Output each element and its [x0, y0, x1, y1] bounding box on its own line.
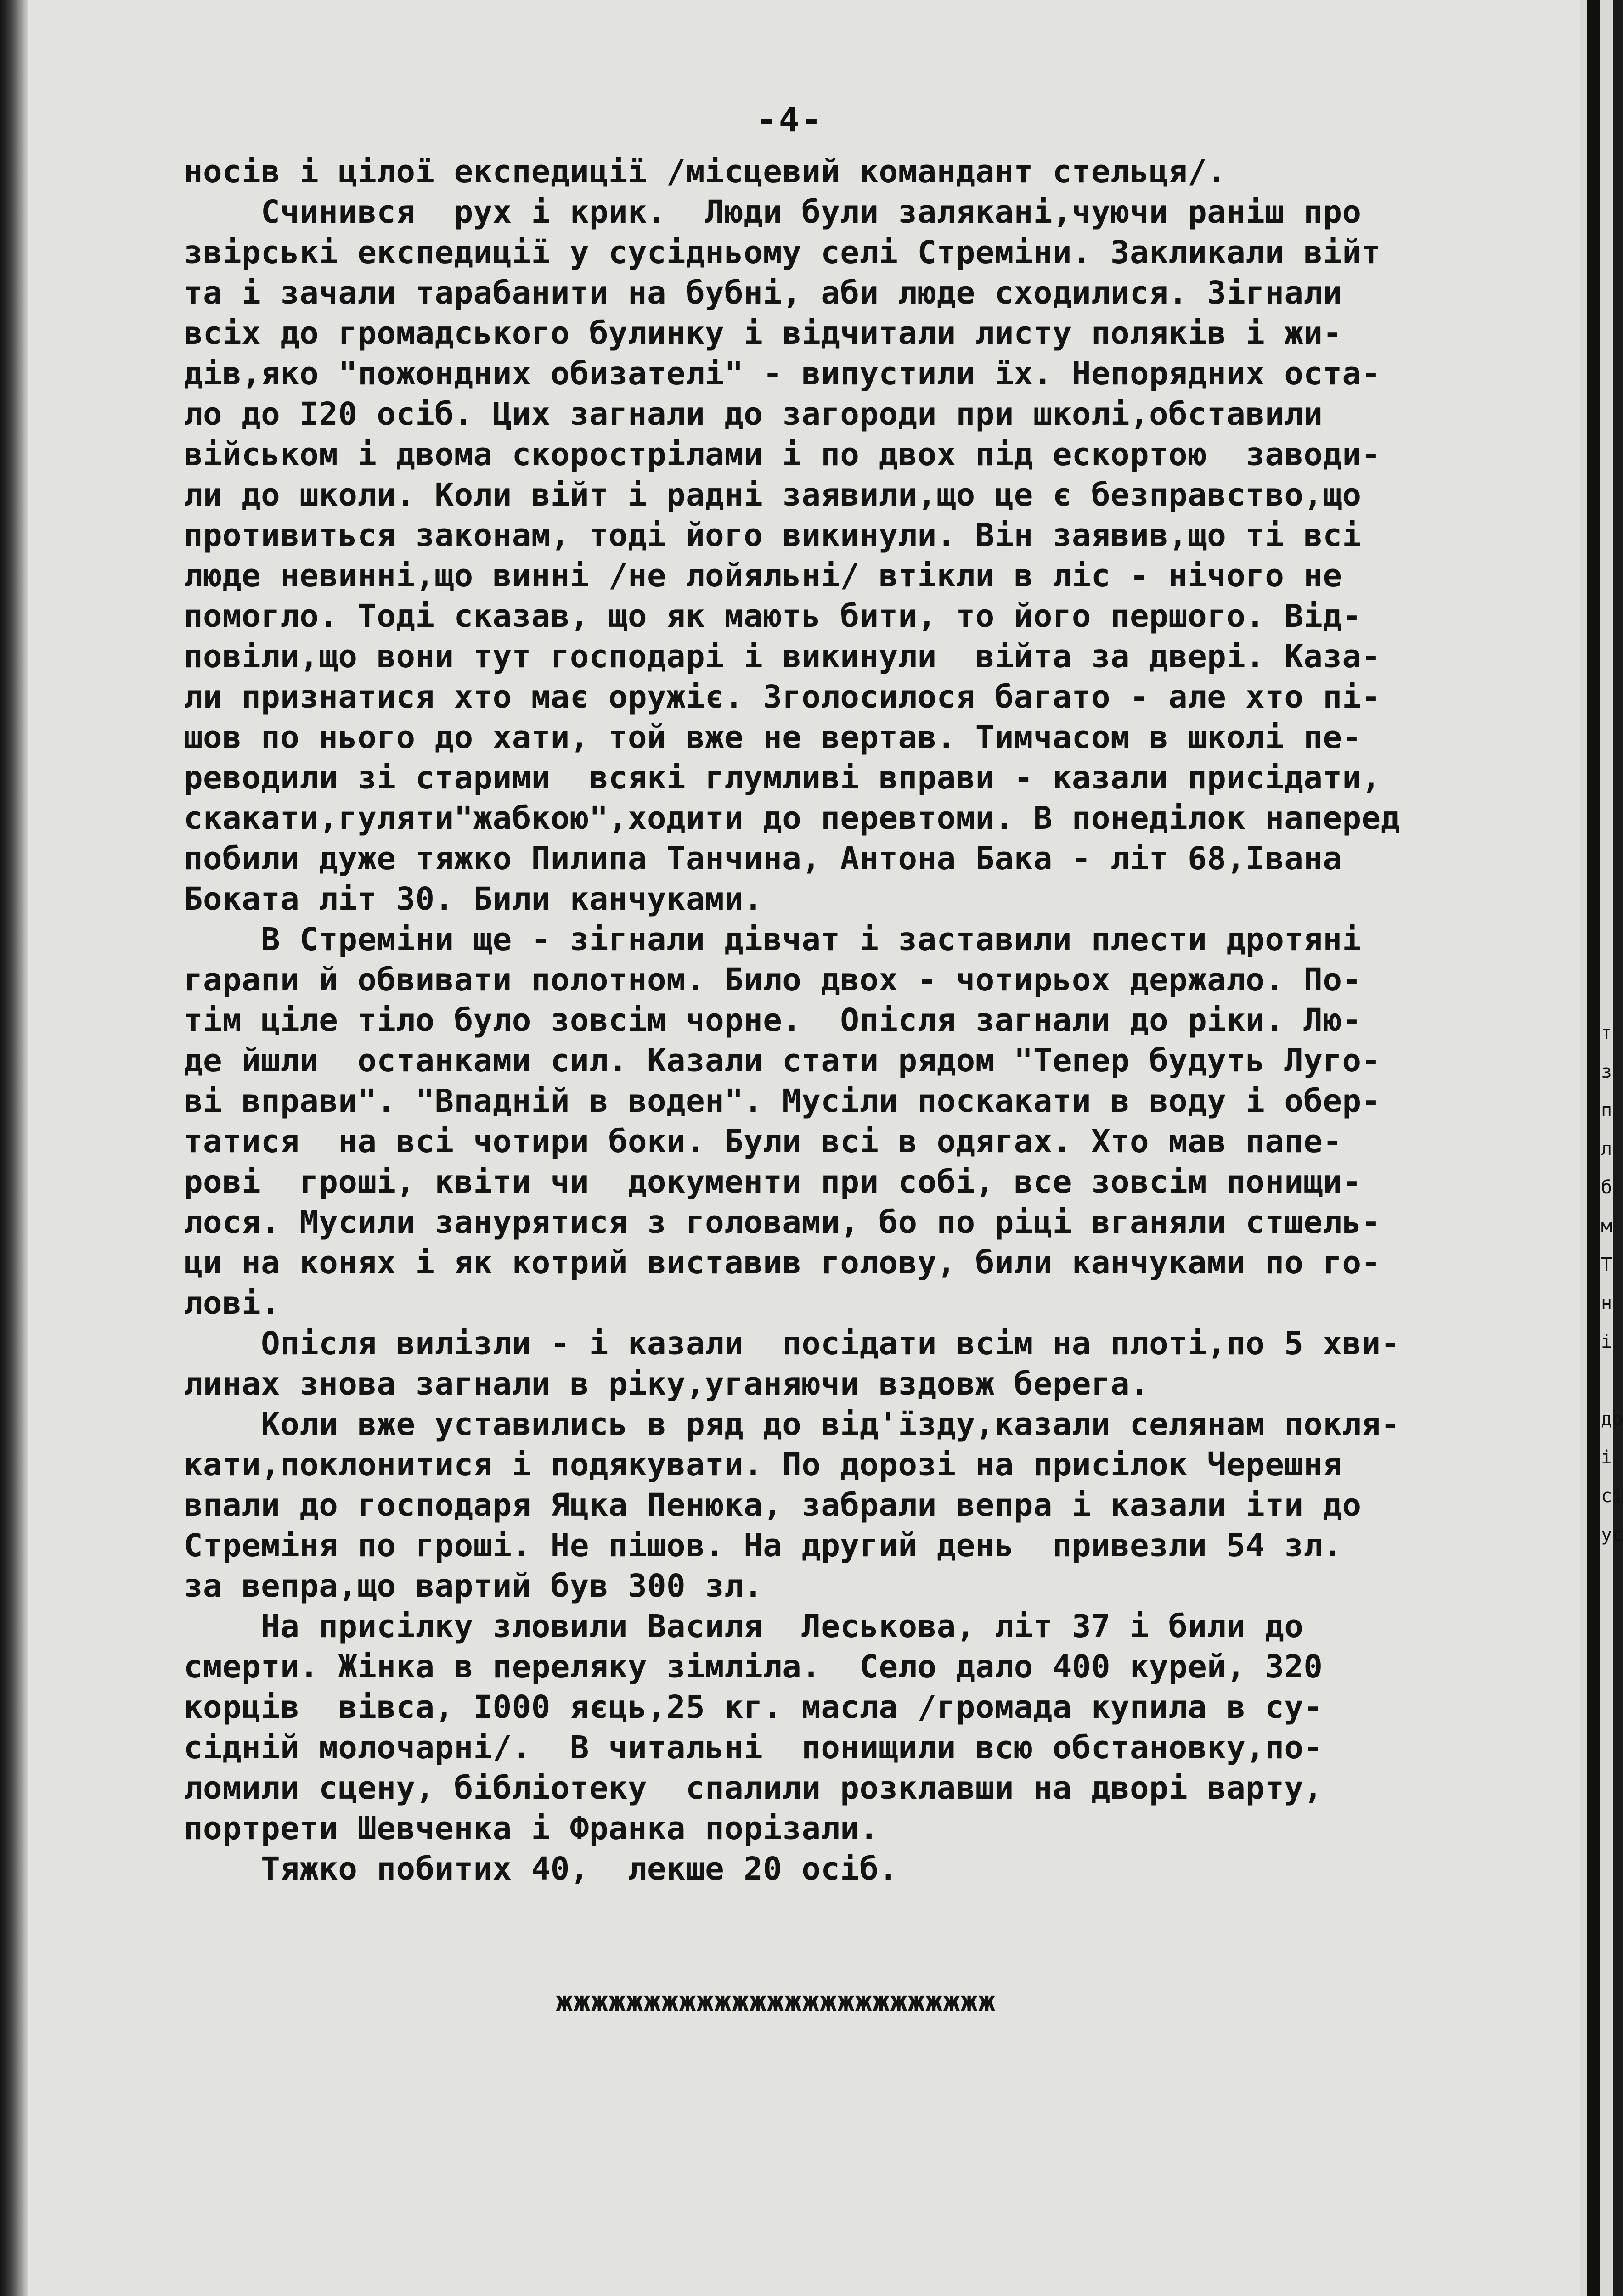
text-line: звірські експедиції у сусідньому селі Стреміни. Закликали війт — [184, 234, 1381, 271]
text-line: де йшли останками сил. Казали стати рядом "Тепер будуть Луго- — [184, 1042, 1381, 1079]
text-line: Стреміня по гроші. Не пішов. На другий день привезли 54 зл. — [184, 1527, 1342, 1564]
adjacent-page-edge — [1587, 0, 1600, 2296]
text-line: ломили сцену, бібліотеку спалили розклавши на дворі варту, — [184, 1770, 1323, 1806]
text-line: дів,яко "пожондних обизателі" - випустили їх. Непорядних оста- — [184, 355, 1381, 392]
text-line: линах знова загнали в ріку,уганяючи вздовж берега. — [184, 1366, 1150, 1402]
text-line: Опісля вилізли - і казали посідати всім на плоті,по 5 хви- — [184, 1325, 1400, 1362]
text-line: Счинився рух і крик. Люди були залякані,чуючи раніш про — [184, 194, 1362, 231]
text-line: ло до I20 осіб. Цих загнали до загороди при школі,обставили — [184, 396, 1323, 433]
text-line: тім ціле тіло було зовсім чорне. Опісля загнали до ріки. Лю- — [184, 1002, 1362, 1039]
text-line: рові гроші, квіти чи документи при собі, все зовсім понищи- — [184, 1164, 1362, 1200]
text-line: ци на конях і як котрий виставив голову, били канчуками по го- — [184, 1244, 1381, 1281]
text-line: Боката літ 30. Били канчуками. — [184, 881, 763, 917]
text-line: військом і двома скорострілами і по двох під ескортою заводи- — [184, 436, 1381, 473]
text-line: В Стреміни ще - зігнали дівчат і заставили плести дротяні — [184, 921, 1362, 958]
text-line: скакати,гуляти"жабкою",ходити до перевтоми. В понеділок наперед — [184, 800, 1400, 837]
text-line: та і зачали тарабанити на бубні, аби люде сходилися. Зігнали — [184, 275, 1342, 311]
text-line: шов по нього до хати, той вже не вертав. Тимчасом в школі пе- — [184, 719, 1362, 756]
text-line: ві вправи". "Впадній в воден". Мусіли поскакати в воду і обер- — [184, 1083, 1381, 1120]
text-line: помогло. Тоді сказав, що як мають бити, то його першого. Від- — [184, 598, 1362, 635]
text-line: гарапи й обвивати полотном. Било двох - чотирьох держало. По- — [184, 962, 1362, 998]
text-line: всіх до громадського булинку і відчитали листу поляків і жи- — [184, 315, 1342, 352]
text-line: лові. — [184, 1285, 281, 1322]
separator-line: жжжжжжжжжжжжжжжжжжжжжжжжж — [556, 1985, 996, 2018]
text-line: носів і цілої експедиції /місцевий командант стельця/. — [184, 153, 1227, 190]
text-line: смерти. Жінка в переляку зімліла. Село дало 400 курей, 320 — [184, 1649, 1323, 1685]
text-line: ли до школи. Коли війт і радні заявили,що це є безправство,що — [184, 477, 1362, 513]
text-line: противиться законам, тоді його викинули. Він заявив,що ті всі — [184, 517, 1362, 554]
text-line: реводили зі старими всякі глумливі вправи - казали присідати, — [184, 760, 1381, 796]
text-line: повіли,що вони тут господарі і викинули війта за двері. Каза- — [184, 638, 1381, 675]
text-line: сідній молочарні/. В читальні понищили всю обстановку,по- — [184, 1729, 1323, 1766]
page-number: -4- — [756, 100, 823, 140]
text-line: татися на всі чотири боки. Були всі в одягах. Хто мав папе- — [184, 1123, 1342, 1160]
text-line: На присілку зловили Василя Леськова, літ 37 і били до — [184, 1608, 1304, 1645]
body-text — [184, 152, 1561, 1889]
text-line: побили дуже тяжко Пилипа Танчина, Антона Бака - літ 68,Івана — [184, 840, 1342, 877]
adjacent-page-letters: т з п л б м Т н і до і сі ус — [1601, 1023, 1623, 1545]
text-line: за вепра,що вартий був 300 зл. — [184, 1568, 763, 1604]
text-line: портрети Шевченка і Франка порізали. — [184, 1810, 879, 1847]
binding-shadow — [0, 0, 28, 2296]
text-line: ли признатися хто має оружіє. Зголосилося багато - але хто пі- — [184, 679, 1381, 715]
adjacent-page-strip — [1580, 0, 1623, 2296]
text-line: Тяжко побитих 40, лекше 20 осіб. — [184, 1851, 898, 1887]
text-line: корців вівса, I000 яєць,25 кг. масла /громада купила в су- — [184, 1689, 1323, 1726]
text-line: кати,поклонитися і подякувати. По дорозі на присілок Черешня — [184, 1446, 1342, 1483]
text-line: Коли вже уставились в ряд до від'їзду,казали селянам покля- — [184, 1406, 1400, 1443]
text-line: впали до господаря Яцка Пенюка, забрали вепра і казали іти до — [184, 1487, 1362, 1524]
text-line: люде невинні,що винні /не лойяльні/ втікли в ліс - нічого не — [184, 557, 1342, 594]
text-line: лося. Мусили занурятися з головами, бо по ріці вганяли стшель- — [184, 1204, 1381, 1241]
